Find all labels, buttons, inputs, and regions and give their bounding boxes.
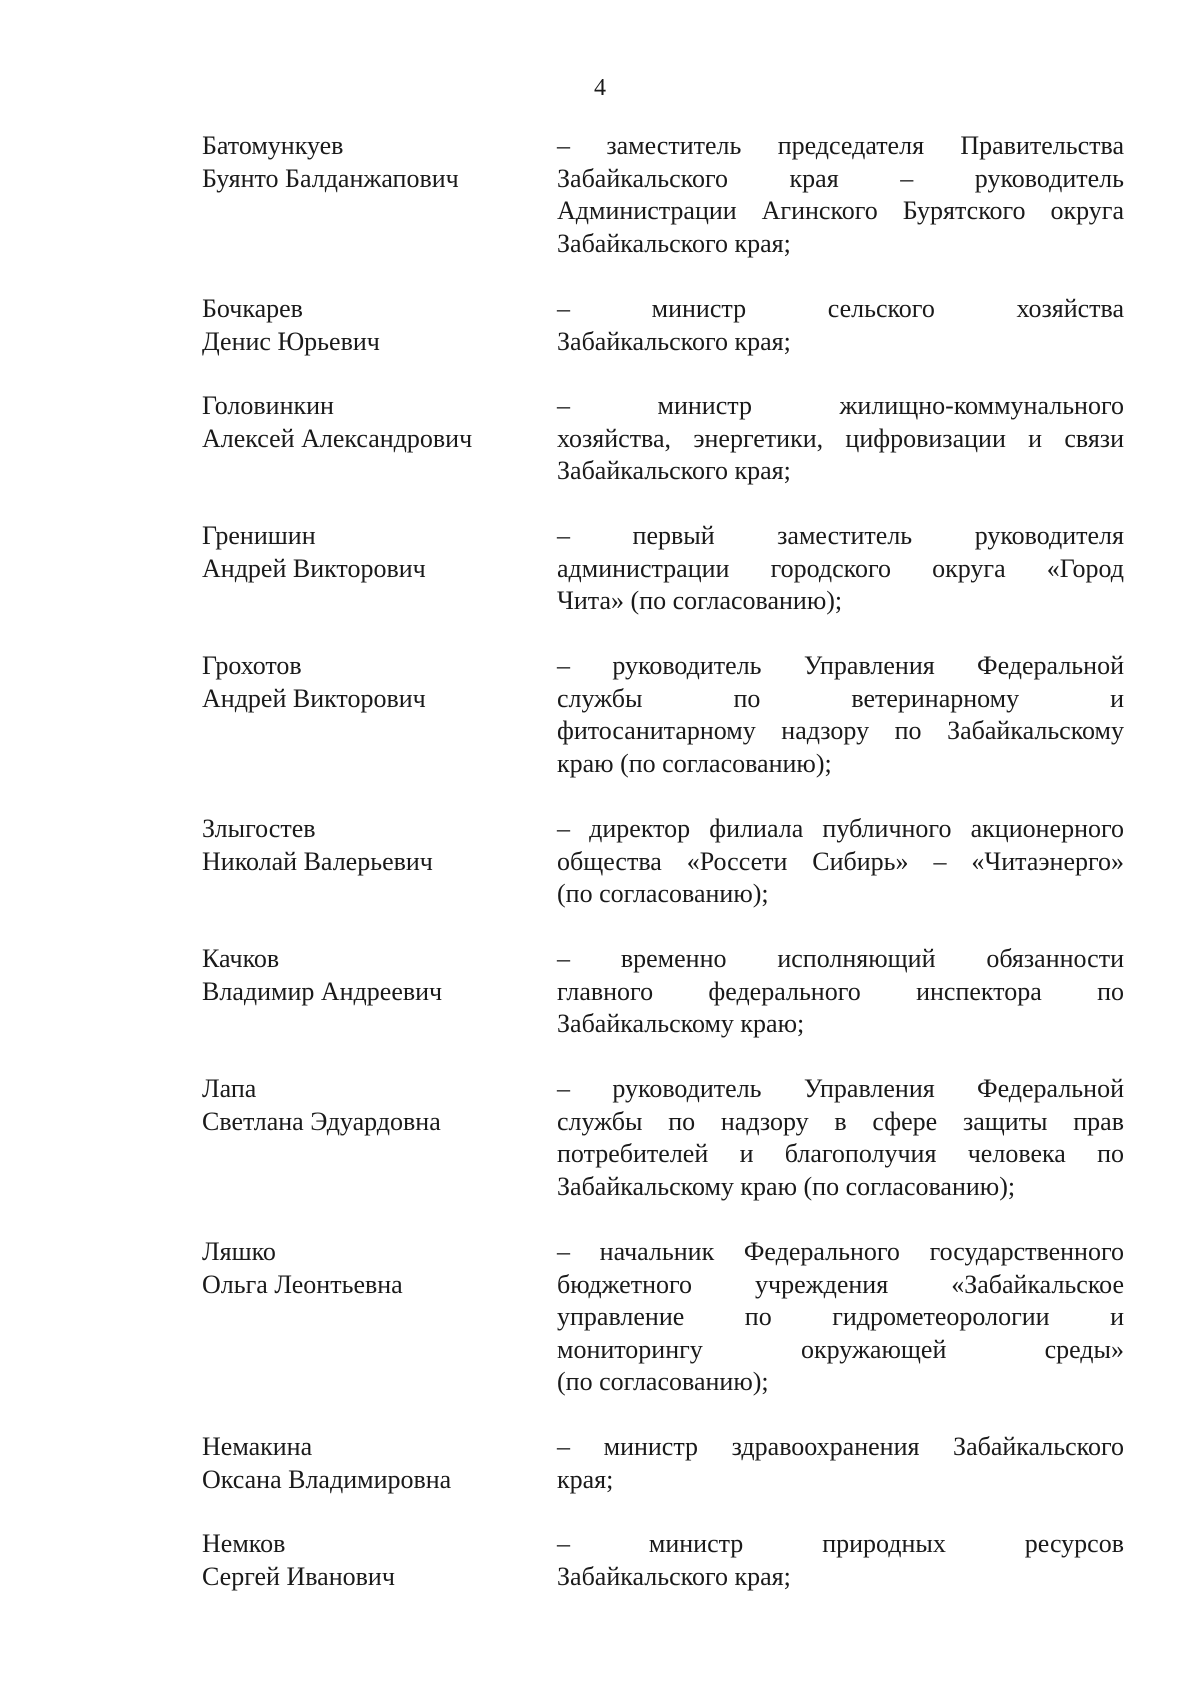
position-line: мониторингу окружающей среды» [557, 1334, 1124, 1364]
position-line: – министр сельского хозяйства [557, 294, 1124, 323]
position-description [557, 943, 1124, 1041]
person-name [202, 813, 542, 878]
position-line: – заместитель председателя Правительства [557, 131, 1124, 160]
given-names: Светлана Эдуардовна [202, 1106, 441, 1136]
given-names: Ольга Леонтьевна [202, 1269, 403, 1299]
position-line: Чита» (по согласованию); [557, 586, 843, 615]
given-names: Владимир Андреевич [202, 976, 443, 1006]
position-line: Забайкальского края – руководитель [557, 163, 1124, 193]
position-line: Администрации Агинского Бурятского округа [557, 196, 1124, 225]
position-line: Забайкальского края; [557, 228, 791, 258]
position-description [557, 813, 1124, 911]
given-names: Оксана Владимировна [202, 1464, 452, 1494]
person-name [202, 520, 542, 585]
person-name [202, 1528, 542, 1593]
given-names: Николай Валерьевич [202, 846, 433, 876]
surname: Бочкарев [202, 294, 303, 323]
position-description [557, 130, 1124, 260]
position-line: главного федерального инспектора по [557, 976, 1124, 1006]
position-line: Забайкальскому краю; [557, 1009, 805, 1038]
given-names: Андрей Викторович [202, 683, 426, 713]
position-description [557, 293, 1124, 358]
person-name [202, 1073, 542, 1138]
position-description [557, 650, 1124, 780]
given-names: Сергей Иванович [202, 1561, 395, 1591]
position-description [557, 1236, 1124, 1399]
surname: Злыгостев [202, 814, 316, 843]
surname: Лапа [202, 1074, 257, 1103]
position-line: хозяйства, энергетики, цифровизации и связи [557, 423, 1124, 453]
given-names: Буянто Балданжапович [202, 163, 459, 193]
position-line: – руководитель Управления Федеральной [557, 651, 1124, 680]
position-line: края; [557, 1464, 614, 1494]
position-line: – министр природных ресурсов [557, 1529, 1124, 1558]
surname: Ляшко [202, 1237, 276, 1266]
position-description [557, 1431, 1124, 1496]
position-line: краю (по согласованию); [557, 748, 832, 778]
position-line: – временно исполняющий обязанности [557, 944, 1124, 973]
surname: Немков [202, 1529, 286, 1558]
surname: Грохотов [202, 651, 302, 680]
person-name [202, 1236, 542, 1301]
position-description [557, 520, 1124, 618]
position-line: – министр жилищно-коммунального [557, 391, 1124, 420]
position-line: Забайкальскому краю (по согласованию); [557, 1171, 1016, 1201]
position-line: администрации городского округа «Город [557, 553, 1124, 583]
position-line: потребителей и благополучия человека по [557, 1139, 1124, 1168]
surname: Батомункуев [202, 131, 344, 160]
surname: Гренишин [202, 521, 316, 550]
person-name [202, 650, 542, 715]
surname: Головинкин [202, 391, 334, 420]
person-name [202, 390, 542, 455]
position-line: службы по ветеринарному и [557, 683, 1124, 713]
given-names: Андрей Викторович [202, 553, 426, 583]
person-name [202, 293, 542, 358]
position-line: – руководитель Управления Федеральной [557, 1074, 1124, 1103]
position-line: – начальник Федерального государственного [557, 1237, 1124, 1266]
position-description [557, 1528, 1124, 1593]
surname: Качков [202, 944, 280, 973]
position-line: бюджетного учреждения «Забайкальское [557, 1269, 1124, 1299]
position-description [557, 390, 1124, 488]
position-line: Забайкальского края; [557, 326, 791, 356]
position-line: (по согласованию); [557, 1367, 769, 1396]
position-description [557, 1073, 1124, 1203]
position-line: фитосанитарному надзору по Забайкальскому [557, 716, 1124, 745]
person-name [202, 1431, 542, 1496]
position-line: – министр здравоохранения Забайкальского [557, 1432, 1124, 1461]
page-number: 4 [594, 75, 606, 101]
person-name [202, 943, 542, 1008]
position-line: службы по надзору в сфере защиты прав [557, 1106, 1124, 1136]
surname: Немакина [202, 1432, 313, 1461]
position-line: управление по гидрометеорологии и [557, 1302, 1124, 1331]
position-line: Забайкальского края; [557, 456, 791, 485]
given-names: Денис Юрьевич [202, 326, 380, 356]
given-names: Алексей Александрович [202, 423, 473, 453]
position-line: – первый заместитель руководителя [557, 521, 1124, 550]
position-line: Забайкальского края; [557, 1561, 791, 1591]
position-line: – директор филиала публичного акционерного [557, 814, 1124, 843]
person-name [202, 130, 542, 195]
position-line: общества «Россети Сибирь» – «Читаэнерго» [557, 846, 1124, 876]
position-line: (по согласованию); [557, 879, 769, 908]
